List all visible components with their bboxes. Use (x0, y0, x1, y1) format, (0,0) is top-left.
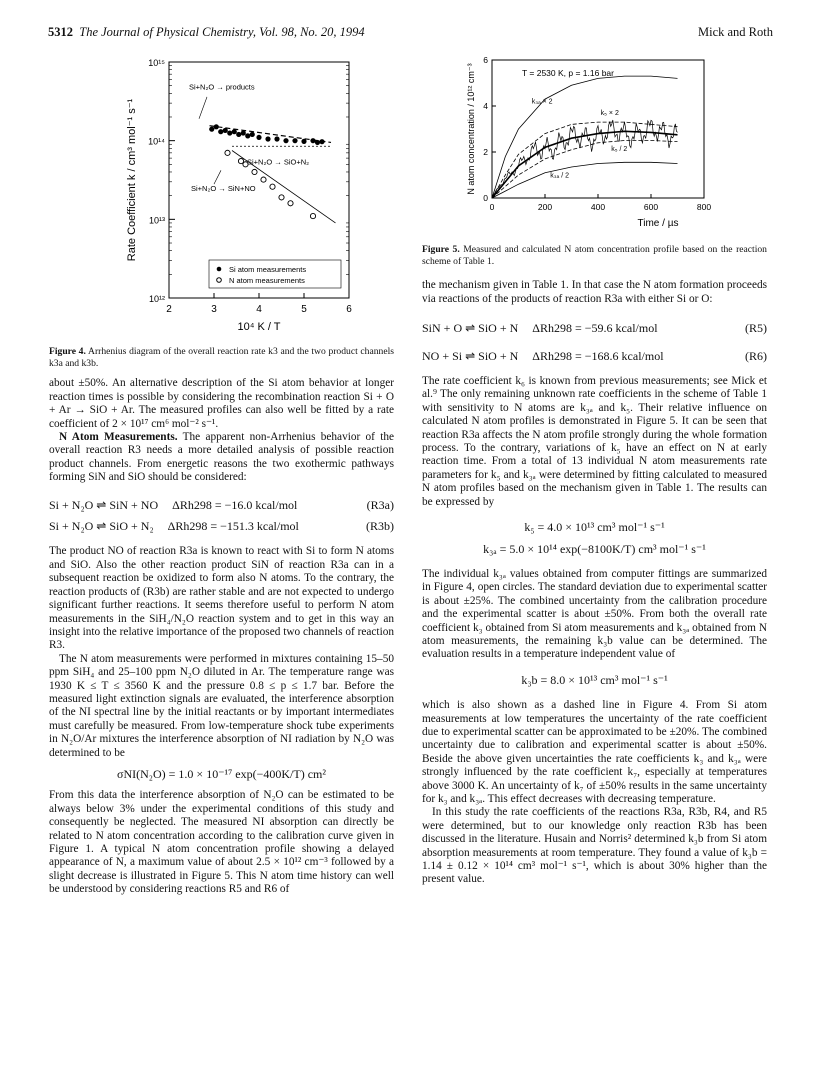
n-atom-point (261, 177, 266, 182)
x-tick-label: 3 (211, 304, 217, 315)
legend-label: Si atom measurements (229, 265, 307, 274)
r3b-enthalpy: ΔRh298 = −151.3 kcal/mol (167, 519, 299, 534)
running-authors: Mick and Roth (698, 25, 773, 39)
y-tick-label: 10¹² (148, 294, 165, 304)
si-atom-point (250, 132, 255, 137)
si-atom-point (218, 129, 223, 134)
right-paragraph-3: The individual k₃ₐ values obtained from computer fittings are summarized in Figure 4, open circles. The standard deviation due to experimental scatter is about ±25%. The combined uncertainty from the calibration procedure and the experimental scatter is about ±50%. From both the overall rate coefficient k₃ obtained from Si atom measurements and k₃ₐ obtained from N atom measurements, the remaining k₃b value can be determined. The evaluation results in a temperature independent value of (422, 567, 767, 661)
x-tick-label: 2 (166, 304, 172, 315)
si-atom-point (292, 138, 297, 143)
curve-annotation: k₃ₐ × 2 (531, 98, 553, 106)
reaction-r3b (49, 520, 394, 533)
si-atom-point (227, 130, 232, 135)
y-axis-label: N atom concentration / 10¹² cm⁻³ (466, 63, 476, 195)
y-tick-label: 6 (483, 55, 488, 65)
r6-enthalpy: ΔRh298 = −168.6 kcal/mol (532, 348, 664, 363)
y-tick-label: 10¹³ (148, 215, 165, 226)
right-paragraph-4: which is also shown as a dashed line in Figure 4. From Si atom measurements at low temperatures the uncertainty of the rate coefficient due to experimental scatter can be approximated to be ±20%. The combined uncertainty due to calibration and experimental scatter is about ±50%. Beside the above given uncertainties the rate coefficients k₃ and k₃ₐ were strongly influenced by the rate coefficient k₇, especially at temperatures above 3000 K. An uncertainty of k₇ of ±50% results in the same uncertainty for k₃ and k₃ₐ. This effect decreases with decreasing temperature. (422, 699, 767, 805)
figure-4 (49, 50, 394, 369)
r3a-tag: (R3a) (366, 497, 394, 512)
r5-tag: (R5) (745, 321, 767, 336)
r3a-enthalpy: ΔRh298 = −16.0 kcal/mol (172, 497, 298, 512)
reaction-annotation: Si+N₂O → SiO+N₂ (247, 157, 310, 167)
si-atom-point (274, 136, 279, 141)
left-column (49, 50, 394, 897)
series-curve (492, 141, 678, 199)
figure-4-caption-text: Arrhenius diagram of the overall reaction rate k3 and the two product channels k3a and k3b. (49, 346, 394, 369)
si-atom-point (209, 127, 214, 132)
figure-5-chart (422, 50, 767, 238)
si-atom-point (283, 138, 288, 143)
series-curve (492, 76, 678, 198)
reaction-annotation: Si+N₂O → products (189, 82, 255, 92)
si-atom-point (241, 130, 246, 135)
si-atom-point (245, 133, 250, 138)
n-atom-point (310, 213, 315, 218)
journal-citation: The Journal of Physical Chemistry, Vol. 98, No. 20, 1994 (79, 25, 365, 39)
right-paragraph-2: The rate coefficient k₆ is known from previous measurements; see Mick et al.⁹ The only remaining unknown rate coefficients in the scheme of Table 1 with sensitivity to N atoms are k₃ₐ and k₅. Their relative influence on calculated N atom profiles is demonstrated in Figure 5. It can be seen that reaction R3a affects the N atom profile strongly during the whole formation process. To the contrary, variations of k₅ have an effect on N at early reaction time. From a total of 13 individual N atom measurements rate parameters for k₅ and k₃ₐ were determined by fitting calculated to measured N atom profiles based on the mechanism given in Table 1. The results can be expressed by (422, 375, 767, 508)
left-paragraph-4: The N atom measurements were performed in mixtures containing 15–50 ppm SiH₄ and 25–100 ppm N₂O diluted in Ar. The temperature range was 1930 K ≤ T ≤ 3560 K and the pressure 0.8 ≤ p ≤ 1.7 bar. Before the measured light extinction signals are evaluated, the interference absorption of the NI spectral line by the initial reactants or by important intermediates must carefully be measured. From low-temperature shock tube experiments in N₂O/Ar mixtures the interference absorption of NI radiation by N₂O was determined to be (49, 652, 394, 759)
sigma-equation: σNI(N₂O) = 1.0 × 10⁻¹⁷ exp(−400K/T) cm² (117, 766, 326, 781)
legend-filled-marker (217, 267, 222, 272)
figure-5-caption (422, 244, 767, 267)
n-atom-point (288, 201, 293, 206)
r3a-equation: Si + N₂O ⇌ SiN + NO (49, 497, 159, 512)
legend-label: N atom measurements (229, 276, 305, 285)
series-curve (492, 131, 678, 198)
conditions-label: T = 2530 K, p = 1.16 bar (522, 68, 614, 78)
right-column (422, 50, 767, 887)
r6-tag: (R6) (745, 348, 767, 363)
si-atom-point (236, 132, 241, 137)
k5-equation: k₅ = 4.0 × 10¹³ cm³ mol⁻¹ s⁻¹ (524, 520, 665, 535)
y-axis-label: Rate Coefficient k / cm³ mol⁻¹ s⁻¹ (126, 98, 138, 262)
series-curve (492, 162, 678, 198)
n-atom-point (270, 184, 275, 189)
figure-5-label: Figure 5. (422, 244, 460, 256)
n-atom-point (225, 150, 230, 155)
x-tick-label: 600 (643, 202, 659, 212)
left-paragraph-2 (49, 431, 394, 485)
x-axis-label: 10⁴ K / T (237, 321, 281, 333)
left-paragraph-1: about ±50%. An alternative description of the Si atom behavior at longer reaction times is possible by considering the recombination reaction Si + O + Ar → SiO + Ar. The measured profiles can also well be fitted by a rate coefficient of 2 × 10¹⁷ cm⁶ mol⁻² s⁻¹. (49, 377, 394, 430)
figure-4-chart (49, 50, 394, 340)
k3b-equation: k₃b = 8.0 × 10¹³ cm³ mol⁻¹ s⁻¹ (521, 672, 668, 687)
reaction-annotation: Si+N₂O → SiN+NO (191, 183, 256, 193)
r5-enthalpy: ΔRh298 = −59.6 kcal/mol (532, 321, 658, 336)
curve-annotation: k₅ × 2 (600, 110, 619, 118)
left-paragraph-3: The product NO of reaction R3a is known to react with Si to form N atoms and SiO. Also the other reaction product SiN of reaction R3a can in a subsequent reaction be oxidized to form also N atoms. To the contrary, the reaction products of (R3b) are rather stable and are not expected to undergo significant further reactions. It seems therefore useful to perform N atom measurements in the SiH₄/N₂O reaction system and to get in this way an insight into the relative importance of the proposed two channels of reaction R3. (49, 545, 394, 652)
reaction-r3a (49, 499, 394, 512)
r6-equation: NO + Si ⇌ SiO + N (422, 348, 519, 363)
x-tick-label: 800 (696, 202, 712, 212)
si-atom-point (265, 136, 270, 141)
si-atom-point (315, 140, 320, 145)
figure-4-caption (49, 346, 394, 369)
page-number: 5312 (48, 25, 73, 39)
right-paragraph-1: the mechanism given in Table 1. In that case the N atom formation proceeds via reactions of the products of reaction R3a with either Si or O: (422, 279, 767, 305)
n-atom-point (252, 169, 257, 174)
y-tick-label: 0 (483, 193, 488, 203)
y-tick-label: 10¹⁴ (148, 136, 165, 147)
reaction-r6 (422, 350, 767, 363)
r3b-tag: (R3b) (366, 519, 394, 534)
annotation-pointer (214, 170, 221, 184)
x-tick-label: 0 (489, 202, 495, 212)
x-tick-label: 6 (346, 304, 352, 315)
si-atom-point (223, 128, 228, 133)
si-atom-point (256, 135, 261, 140)
si-atom-point (310, 138, 315, 143)
si-atom-point (232, 129, 237, 134)
curve-annotation: k₅ / 2 (611, 145, 628, 153)
left-paragraph-5: From this data the interference absorption of N₂O can be estimated to be always below 3% under the experimental conditions of this study and consequently be neglected. The measured NI absorption can directly be related to N atom concentration according to the calibration curve given in Figure 1. A typical N atom concentration profile showing a delayed appearance of N, a maximum value of about 2.5 × 10¹² cm⁻³ followed by a slight decrease is illustrated in Figure 5. This N atom time history can well be understood by considering reactions R5 and R6 of (49, 789, 394, 896)
reaction-r5 (422, 322, 767, 335)
plot-frame (492, 60, 704, 198)
y-tick-label: 2 (483, 147, 488, 157)
si-atom-point (301, 139, 306, 144)
si-atom-point (319, 139, 324, 144)
figure-5 (422, 50, 767, 267)
legend-open-marker (217, 278, 222, 283)
r3b-equation: Si + N₂O ⇌ SiO + N₂ (49, 519, 154, 534)
figure-5-caption-text: Measured and calculated N atom concentration profile based on the reaction scheme of Table 1. (422, 244, 767, 267)
section-heading: N Atom Measurements. (59, 431, 178, 444)
r5-equation: SiN + O ⇌ SiO + N (422, 321, 519, 336)
curve-annotation: k₃ₐ / 2 (550, 172, 569, 180)
figure-4-label: Figure 4. (49, 346, 86, 358)
x-tick-label: 400 (590, 202, 606, 212)
x-axis-label: Time / µs (637, 218, 679, 229)
x-tick-label: 200 (537, 202, 553, 212)
y-tick-label: 10¹⁵ (148, 58, 165, 68)
n-atom-point (279, 195, 284, 200)
annotation-pointer (199, 97, 207, 119)
si-atom-point (214, 124, 219, 129)
left-paragraph-2-text: The apparent non-Arrhenius behavior of the overall reaction R3 needs a more detailed analysis of possible reaction product channels. From energetic reasons the two exothermic pathways forming SiN and SiO should be considered: (49, 431, 394, 484)
right-paragraph-5: In this study the rate coefficients of the reactions R3a, R3b, R4, and R5 were determined, but to our knowledge only reaction R3b has been discussed in the literature. Husain and Norris² determined k₃b from Si atom absorption measurements at room temperature. They found a value of k₃b = 1.14 ± 0.12 × 10¹⁴ cm³ mol⁻¹ s⁻¹, which is about 30% higher than the present value. (422, 806, 767, 886)
x-tick-label: 4 (256, 304, 262, 315)
k3a-equation: k₃ₐ = 5.0 × 10¹⁴ exp(−8100K/T) cm³ mol⁻¹ s⁻¹ (483, 541, 706, 556)
x-tick-label: 5 (301, 304, 307, 315)
y-tick-label: 4 (483, 101, 488, 111)
page-header (48, 25, 773, 40)
